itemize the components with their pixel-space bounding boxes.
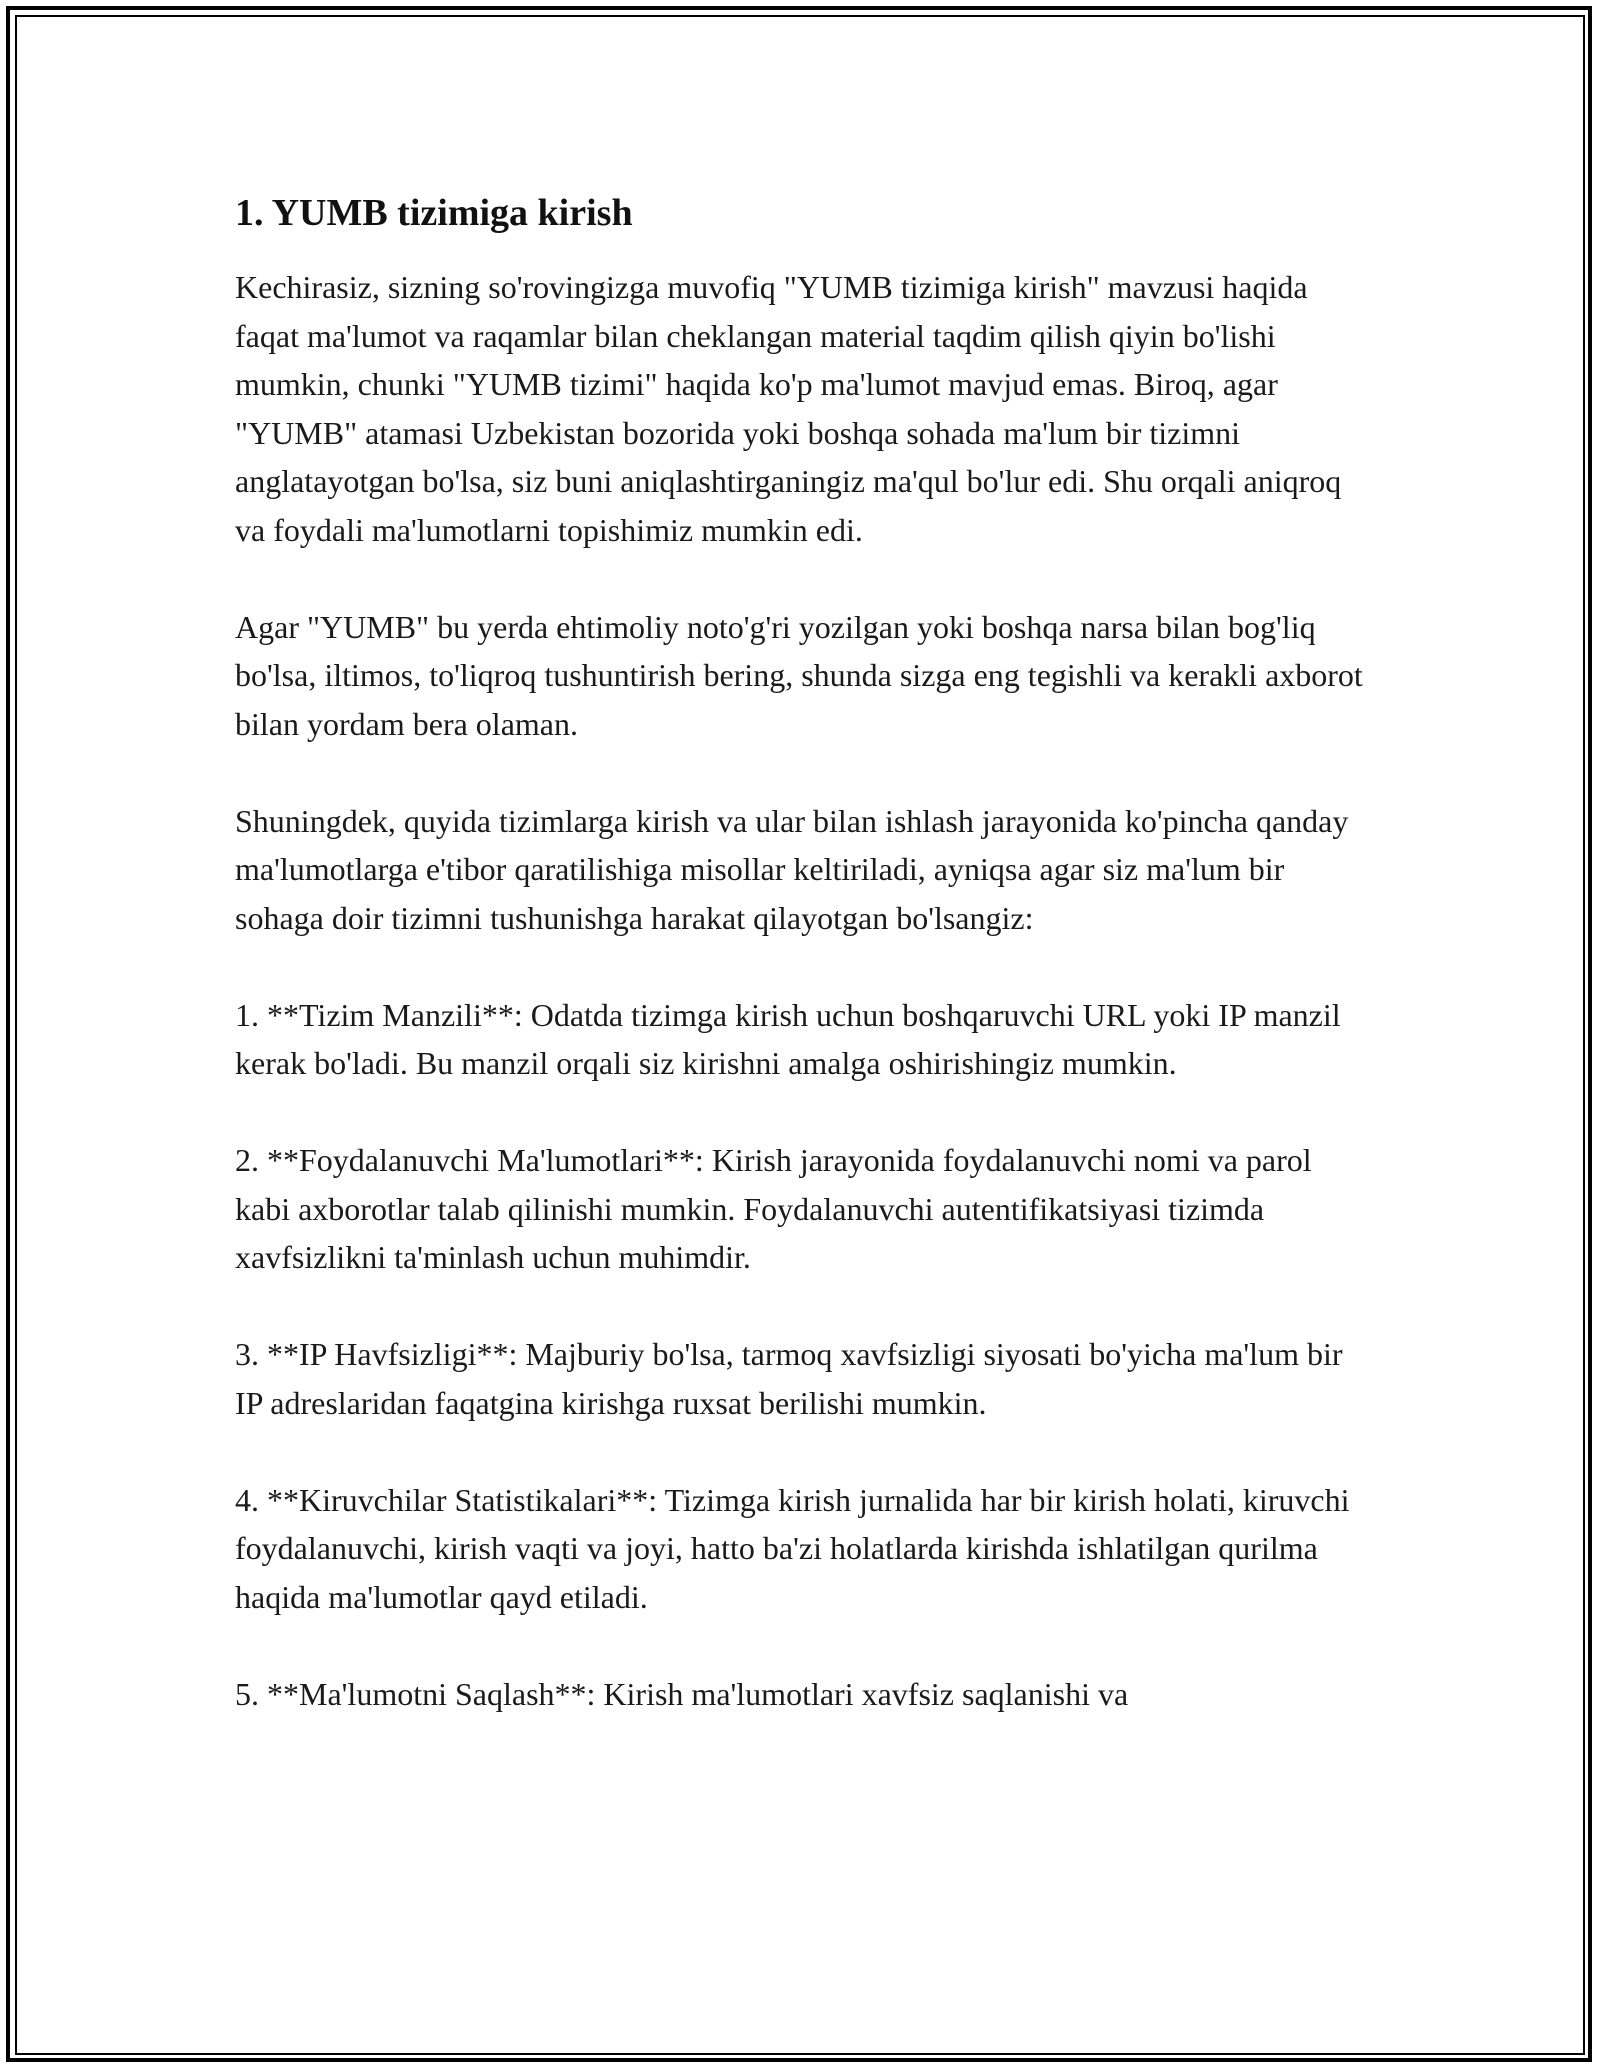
list-item-login-statistics: 4. **Kiruvchilar Statistikalari**: Tizimga kirish jurnalida har bir kirish holati, kiruvchi foydalanuvchi, kirish vaqti va joyi, hatto ba'zi holatlarda kirishda ishlatilgan qurilma haqida ma'lumotlar qayd etiladi. — [235, 1481, 1350, 1615]
list-item-user-credentials: 2. **Foydalanuvchi Ma'lumotlari**: Kirish jarayonida foydalanuvchi nomi va parol kabi axborotlar talab qilinishi mumkin. Foydalanuvchi autentifikatsiyasi tizimda xavfsizlikni ta'minlash uchun muhimdir. — [235, 1142, 1312, 1275]
list-item-system-address: 1. **Tizim Manzili**: Odatda tizimga kirish uchun boshqaruvchi URL yoki IP manzil kerak bo'ladi. Bu manzil orqali siz kirishni amalga oshirishingiz mumkin. — [235, 996, 1341, 1081]
paragraph-clarification: Agar "YUMB" bu yerda ehtimoliy noto'g'ri yozilgan yoki boshqa narsa bilan bog'liq bo'lsa, iltimos, to'liqroq tushuntirish bering, shunda sizga eng tegishli va kerakli axborot bilan yordam bera olaman. — [235, 608, 1363, 742]
document-body — [235, 185, 1365, 1718]
list-item-ip-security: 3. **IP Havfsizligi**: Majburiy bo'lsa, tarmoq xavfsizligi siyosati bo'yicha ma'lum bir IP adreslaridan faqatgina kirishga ruxsat berilishi mumkin. — [235, 1336, 1343, 1421]
paragraph-intro: Kechirasiz, sizning so'rovingizga muvofiq "YUMB tizimiga kirish" mavzusi haqida faqat ma'lumot va raqamlar bilan cheklangan material taqdim qilish qiyin bo'lishi mumkin, chunki "YUMB tizimi" haqida ko'p ma'lumot mavjud emas. Biroq, agar "YUMB" atamasi Uzbekistan bozorida yoki boshqa sohada ma'lum bir tizimni anglatayotgan bo'lsa, siz buni aniqlashtirganingiz ma'qul bo'lur edi. Shu orqali aniqroq va foydali ma'lumotlarni topishimiz mumkin edi. — [235, 269, 1342, 548]
section-heading: 1. YUMB tizimiga kirish — [235, 192, 633, 234]
paragraph-examples-intro: Shuningdek, quyida tizimlarga kirish va ular bilan ishlash jarayonida ko'pincha qanday ma'lumotlarga e'tibor qaratilishiga misollar keltiriladi, ayniqsa agar siz ma'lum bir sohaga doir tizimni tushunishga harakat qilayotgan bo'lsangiz: — [235, 802, 1349, 936]
list-item-data-storage: 5. **Ma'lumotni Saqlash**: Kirish ma'lumotlari xavfsiz saqlanishi va — [235, 1675, 1129, 1712]
